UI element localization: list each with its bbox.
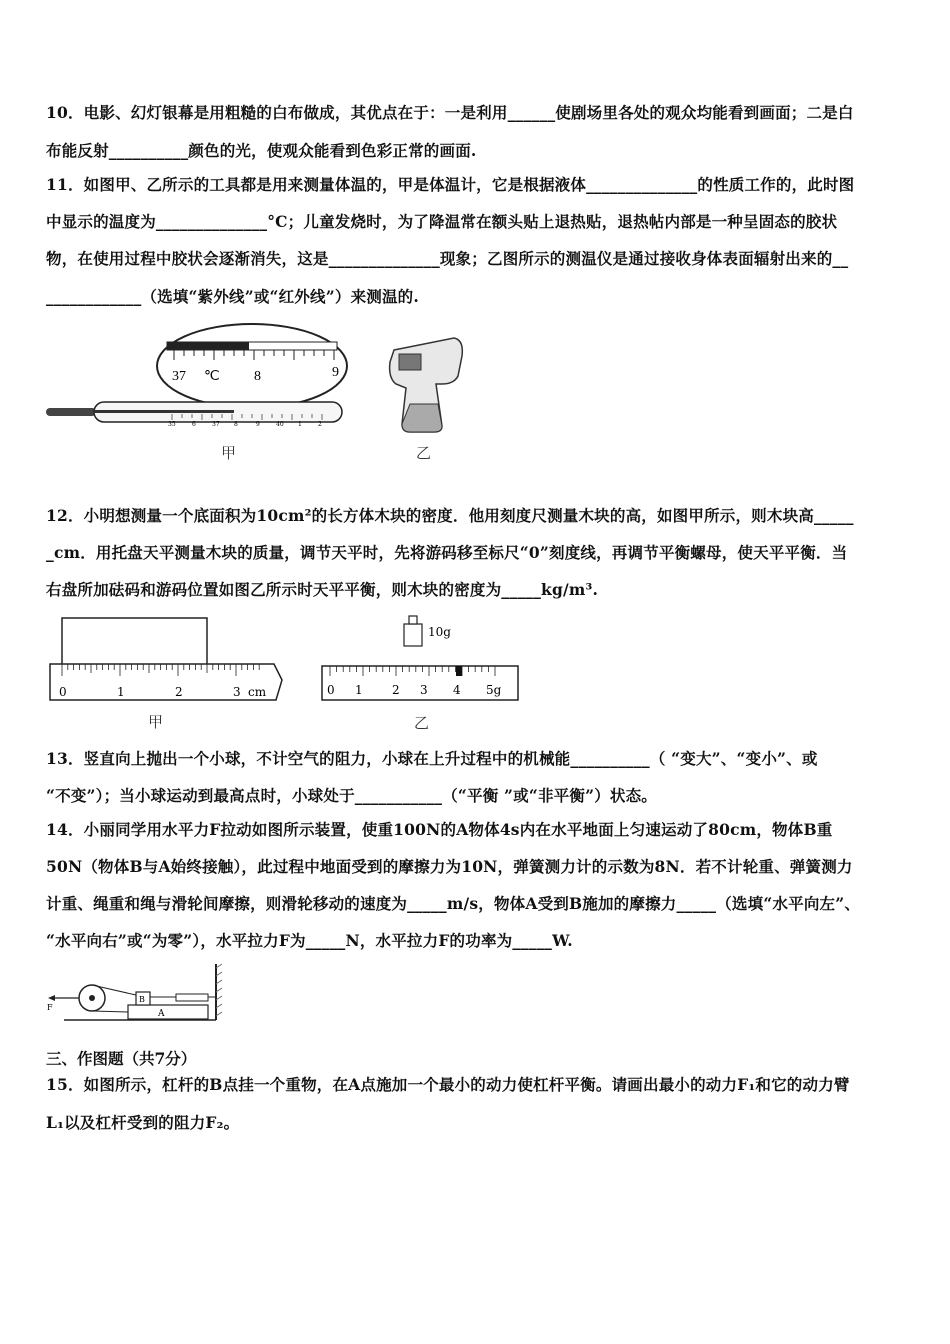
- q11-caption-left: 甲: [221, 444, 237, 462]
- scale-label-2: 2: [318, 421, 322, 428]
- label-f: F: [47, 1003, 53, 1012]
- scale-label-9: 9: [256, 421, 260, 428]
- label-b: B: [139, 995, 145, 1004]
- zoom-ellipse: [157, 324, 347, 408]
- balance-label-4: 4: [453, 683, 461, 697]
- scale-label-1: 1: [298, 421, 302, 428]
- balance-label-0: 0: [327, 683, 335, 697]
- thermometer-mercury: [94, 410, 234, 413]
- scale-label-6: 6: [192, 421, 196, 428]
- zoom-label-unit: ℃: [204, 369, 220, 384]
- q11-line-3: 物，在使用过程中胶状会逐渐消失，这是______________现象；乙图所示的测温仪是通过接收身体表面辐射出来的__: [46, 249, 849, 268]
- ir-thermometer: [390, 338, 463, 432]
- q14-line-3: 计重、绳重和绳与滑轮间摩擦，则滑轮移动的速度为_____m/s，物体A受到B施加的摩擦力_____（选填“水平向左”、: [46, 894, 861, 913]
- q13-line-2: “不变”）；当小球运动到最高点时，小球处于___________（“平衡 ”或“非平衡”）状态。: [46, 786, 657, 805]
- ruler-label-1: 1: [117, 685, 125, 699]
- q11-line-2: 中显示的温度为______________°C；儿童发烧时，为了降温常在额头贴上退热贴，退热帖内部是一种呈固态的胶状: [46, 212, 838, 231]
- scale-label-40: 40: [276, 421, 284, 428]
- balance-label-3: 3: [420, 683, 428, 697]
- ruler-label-2: 2: [175, 685, 183, 699]
- q15-line-2: L₁以及杠杆受到的阻力F₂。: [46, 1113, 240, 1132]
- balance-label-1: 1: [355, 683, 363, 697]
- q14-figure: [44, 962, 224, 1024]
- q12-caption-right: 乙: [414, 714, 430, 732]
- q11-line-4: ____________（选填“紫外线”或“红外线”）来测温的.: [46, 287, 419, 306]
- ruler-label-0: 0: [59, 685, 67, 699]
- q13-line-1: 13．竖直向上抛出一个小球，不计空气的阻力，小球在上升过程中的机械能__________（ “变大”、“变小”、或: [46, 749, 818, 768]
- q14-line-1: 14．小丽同学用水平力F拉动如图所示装置，使重100N的A物体4s内在水平地面上匀速运动了80cm，物体B重: [46, 820, 833, 839]
- scale-label-35: 35: [168, 421, 176, 428]
- q14-line-2: 50N（物体B与A始终接触），此过程中地面受到的摩擦力为10N，弹簧测力计的示数为8N．若不计轮重、弹簧测力: [46, 857, 853, 876]
- wooden-block: [62, 618, 207, 666]
- section-title: 三、作图题（共7分）: [46, 1049, 197, 1068]
- pulley-figure: [44, 962, 224, 1024]
- q11-line-1: 11．如图甲、乙所示的工具都是用来测量体温的，甲是体温计，它是根据液体______________的性质工作的，此时图: [46, 175, 855, 194]
- thermometer-bulb: [46, 408, 96, 416]
- scale-label-8: 8: [234, 421, 238, 428]
- q12-figure: [46, 610, 526, 710]
- balance-label-2: 2: [392, 683, 400, 697]
- label-a: A: [158, 1009, 165, 1019]
- zoom-label-37: 37: [172, 369, 186, 384]
- spring-scale: [176, 994, 208, 1001]
- block-a: [128, 1005, 208, 1019]
- q11-caption-right: 乙: [416, 444, 432, 462]
- ruler-label-3: 3: [233, 685, 241, 699]
- mercury-column: [167, 342, 249, 350]
- weight-10g: [404, 624, 422, 646]
- rider: [456, 666, 462, 676]
- q12-caption-left: 甲: [148, 713, 164, 731]
- scale-label-37: 37: [212, 421, 220, 428]
- q12-line-2: _cm．用托盘天平测量木块的质量，调节天平时，先将游码移至标尺“0”刻度线，再调节平衡螺母，使天平平衡．当: [46, 543, 848, 562]
- weight-label: 10g: [428, 625, 451, 639]
- q10-line-2: 布能反射__________颜色的光，使观众能看到色彩正常的画面.: [46, 141, 477, 160]
- q15-line-1: 15．如图所示，杠杆的B点挂一个重物，在A点施加一个最小的动力使杠杆平衡。请画出最小的动力F₁和它的动力臂: [46, 1075, 850, 1094]
- ruler-unit: cm: [248, 685, 267, 699]
- zoom-label-9: 9: [332, 365, 339, 380]
- q12-line-3: 右盘所加砝码和游码位置如图乙所示时天平平衡，则木块的密度为_____kg/m³.: [46, 580, 599, 599]
- q10-line-1: 10．电影、幻灯银幕是用粗糙的白布做成，其优点在于：一是利用______使剧场里各处的观众均能看到画面；二是白: [46, 103, 854, 122]
- q14-line-4: “水平向右”或“为零”），水平拉力F为_____N，水平拉力F的功率为_____W.: [46, 931, 573, 950]
- ruler-balance-figure: [46, 610, 526, 710]
- balance-label-5g: 5g: [486, 683, 502, 697]
- zoom-label-8: 8: [254, 369, 261, 384]
- q12-line-1: 12．小明想测量一个底面积为10cm²的长方体木块的密度．他用刻度尺测量木块的高，如图甲所示，则木块高_____: [46, 506, 854, 525]
